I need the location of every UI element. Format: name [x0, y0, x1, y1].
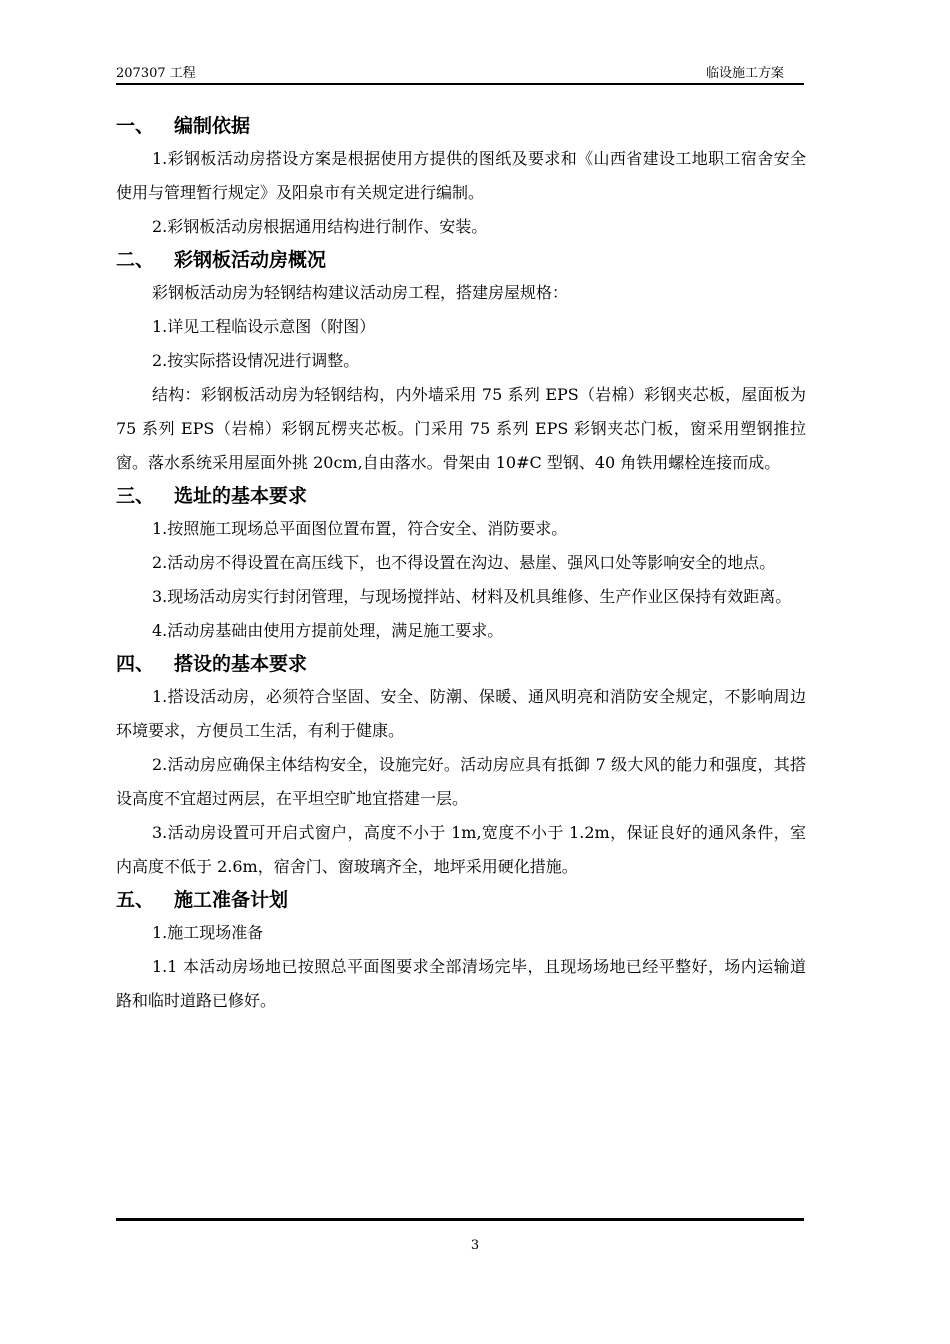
section-title: 施工准备计划 [174, 889, 289, 911]
section-heading [116, 480, 816, 512]
section-heading [116, 648, 816, 680]
page-number: 3 [470, 1238, 480, 1253]
section-number: 四、 [116, 653, 155, 675]
section-heading [116, 110, 816, 142]
paragraph: 4.活动房基础由使用方提前处理，满足施工要求。 [152, 621, 504, 640]
paragraph: 1.详见工程临设示意图（附图） [152, 317, 376, 336]
header-divider [116, 83, 804, 85]
document-body [116, 110, 816, 1018]
footer-divider [116, 1218, 804, 1221]
section-title: 选址的基本要求 [174, 485, 308, 507]
paragraph: 1.搭设活动房，必须符合坚固、安全、防潮、保暖、通风明亮和消防安全规定，不影响周边环境要求，方便员工生活，有利于健康。 [116, 687, 806, 740]
paragraph: 2.活动房应确保主体结构安全，设施完好。活动房应具有抵御 7 级大风的能力和强度，其搭设高度不宜超过两层，在平坦空旷地宜搭建一层。 [116, 755, 806, 808]
paragraph: 1.施工现场准备 [152, 923, 264, 942]
section-title: 彩钢板活动房概况 [174, 249, 327, 271]
paragraph: 3.活动房设置可开启式窗户，高度不小于 1m,宽度不小于 1.2m，保证良好的通风条件，室内高度不低于 2.6m，宿舍门、窗玻璃齐全，地坪采用硬化措施。 [116, 823, 806, 876]
paragraph: 3.现场活动房实行封闭管理，与现场搅拌站、材料及机具维修、生产作业区保持有效距离。 [152, 587, 792, 606]
paragraph: 2.彩钢板活动房根据通用结构进行制作、安装。 [152, 217, 488, 236]
paragraph: 2.按实际搭设情况进行调整。 [152, 351, 360, 370]
header-document-title: 临设施工方案 [705, 66, 784, 81]
paragraph: 彩钢板活动房为轻钢结构建议活动房工程，搭建房屋规格： [152, 283, 569, 302]
header-project-name: 207307 工程 [116, 66, 196, 81]
page-header [116, 58, 804, 86]
section-number: 三、 [116, 485, 155, 507]
paragraph: 2.活动房不得设置在高压线下，也不得设置在沟边、悬崖、强风口处等影响安全的地点。 [152, 553, 776, 572]
paragraph: 结构：彩钢板活动房为轻钢结构，内外墙采用 75 系列 EPS（岩棉）彩钢夹芯板，屋面板为 75 系列 EPS（岩棉）彩钢瓦楞夹芯板。门采用 75 系列 EPS 彩钢夹芯门板，窗采用塑钢推拉窗。落水系统采用屋面外挑 20cm,自由落水。骨架由 10#C 型钢、40 角铁用螺栓连接而成。 [116, 385, 806, 472]
section-heading [116, 884, 816, 916]
paragraph: 1.彩钢板活动房搭设方案是根据使用方提供的图纸及要求和《山西省建设工地职工宿舍安全使用与管理暂行规定》及阳泉市有关规定进行编制。 [116, 149, 806, 202]
section-heading [116, 244, 816, 276]
paragraph: 1.按照施工现场总平面图位置布置，符合安全、消防要求。 [152, 519, 568, 538]
section-number: 二、 [116, 249, 155, 271]
section-title: 搭设的基本要求 [174, 653, 308, 675]
section-number: 一、 [116, 115, 155, 137]
section-title: 编制依据 [174, 115, 251, 137]
paragraph: 1.1 本活动房场地已按照总平面图要求全部清场完毕，且现场场地已经平整好，场内运输道路和临时道路已修好。 [116, 957, 806, 1010]
section-number: 五、 [116, 889, 155, 911]
